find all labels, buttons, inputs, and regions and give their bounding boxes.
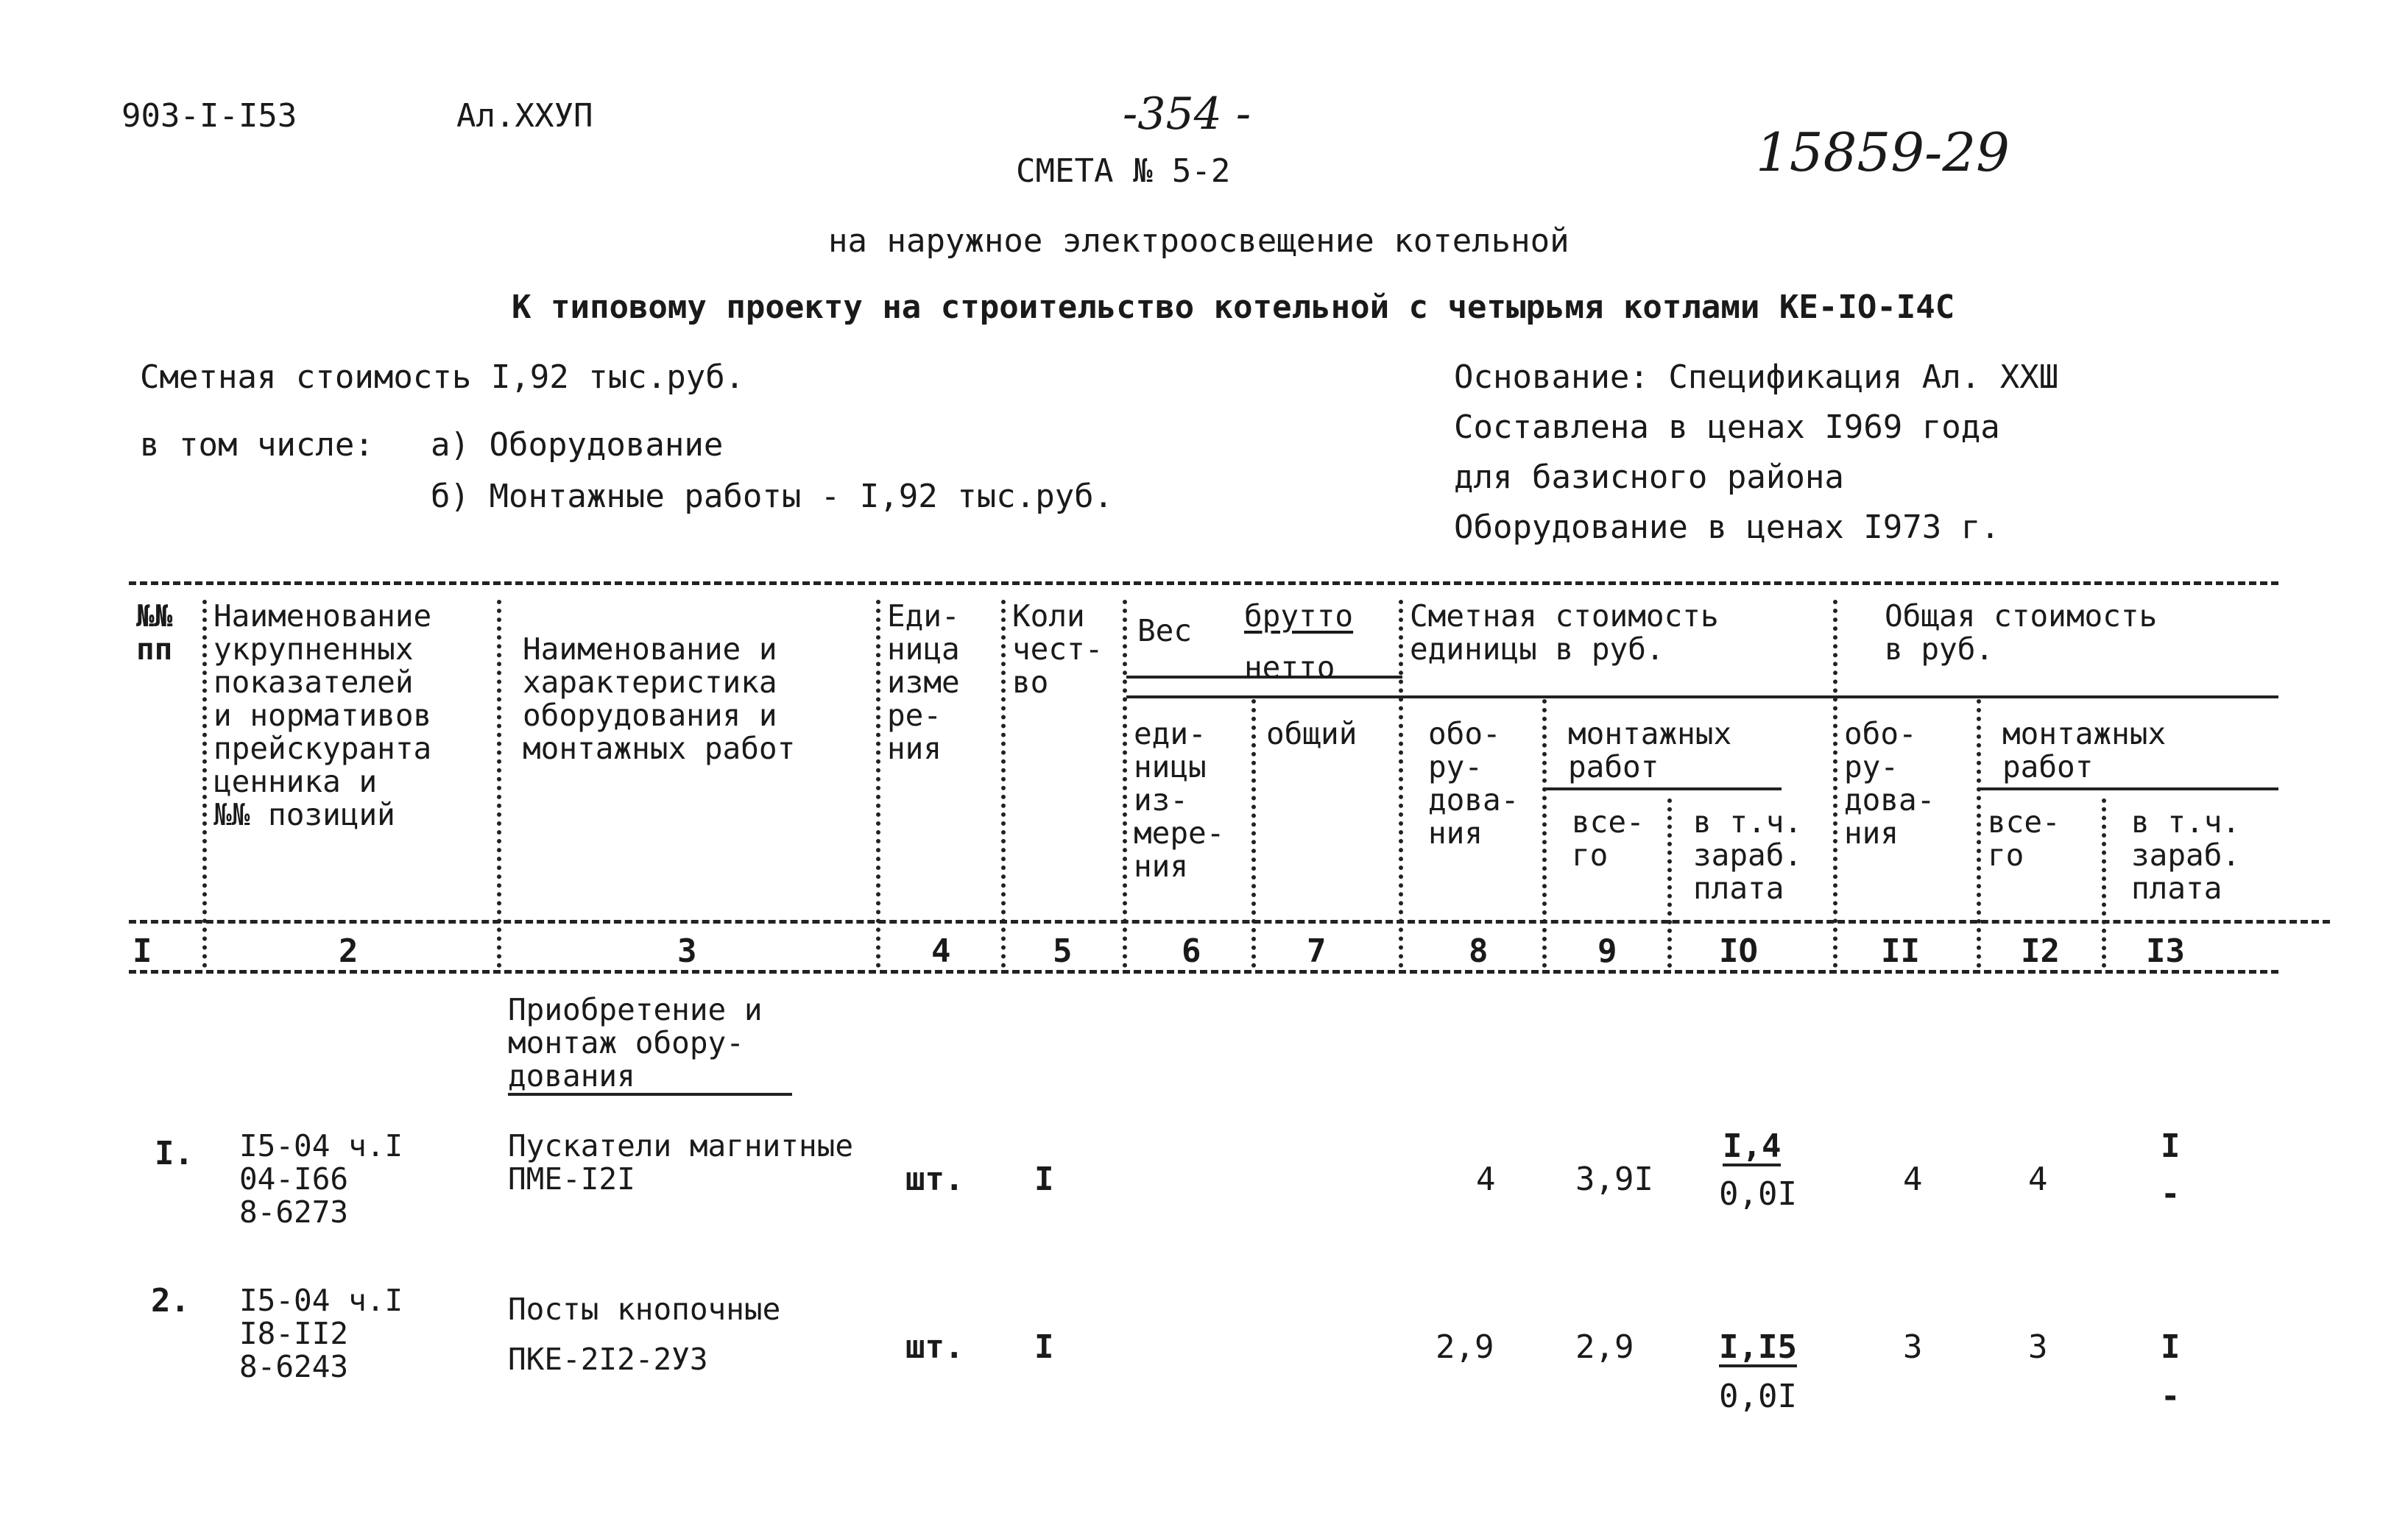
row-equip-unit: 4	[1476, 1161, 1496, 1198]
header-weight: Вес	[1137, 613, 1193, 648]
row-wage-top: I,4	[1723, 1127, 1782, 1165]
mont-unit-rule	[1546, 787, 1782, 790]
header-mont-total: монтажных работ	[2002, 716, 2167, 785]
project-line: К типовому проекту на строительство котельной с четырьмя котлами КЕ-IO-I4C	[512, 288, 1955, 326]
header-unit: Еди- ница изме ре- ния	[887, 598, 960, 766]
row-code: I5-04 ч.I I8-II2 8-6243	[239, 1283, 403, 1384]
header-mont-all: все- го	[1572, 804, 1645, 873]
col-sep	[1667, 798, 1672, 968]
stamp-number: 15859-29	[1756, 121, 2010, 183]
column-number: 2	[339, 932, 359, 970]
col-sep	[1001, 600, 1006, 968]
row-equip-total: 4	[1903, 1161, 1923, 1198]
row-unit: шт.	[905, 1161, 964, 1198]
header-wage-total: в т.ч. зараб. плата	[2131, 804, 2241, 906]
column-number: I	[133, 932, 152, 970]
row-wage-total-bottom: -	[2161, 1378, 2181, 1415]
col-sep	[1251, 699, 1256, 968]
column-number: I3	[2146, 932, 2185, 970]
column-number: 7	[1307, 932, 1327, 970]
row-name: Посты кнопочные ПКЕ-2I2-2УЗ	[508, 1292, 781, 1377]
row-wage-bottom: 0,0I	[1719, 1378, 1797, 1415]
estimate-title: СМЕТА № 5-2	[1016, 152, 1231, 190]
header-unit-cost: Сметная стоимость единицы в руб.	[1410, 598, 1719, 667]
header-netto: нетто	[1244, 650, 1335, 685]
col-sep	[1399, 600, 1403, 968]
col-sep	[1833, 600, 1837, 968]
total-cost: Сметная стоимость I,92 тыс.руб.	[140, 358, 745, 396]
header-code: Наименование укрупненных показателей и нормативов прейскуранта ценника и №№ позиций	[213, 598, 432, 832]
album-number: Ал.ХХУП	[456, 97, 593, 135]
column-number: 9	[1597, 932, 1617, 970]
header-mont-unit: монтажных работ	[1568, 716, 1732, 785]
column-number: 3	[677, 932, 697, 970]
header-brutto: брутто	[1244, 598, 1354, 634]
installation-cost: б) Монтажные работы - I,92 тыс.руб.	[431, 478, 1114, 515]
row-wage-total-top: I	[2161, 1328, 2181, 1366]
basis-line-3: для базисного района	[1454, 458, 1844, 496]
row-code: I5-04 ч.I 04-I66 8-6273	[239, 1128, 403, 1230]
row-wage-top: I,I5	[1719, 1328, 1797, 1366]
col-sep	[1123, 600, 1127, 968]
col-sep	[497, 600, 501, 968]
row-equip-total: 3	[1903, 1328, 1923, 1366]
row-name: Пускатели магнитные ПМЕ-I2I	[508, 1128, 853, 1197]
table-top-rule	[129, 581, 2278, 585]
column-number: 8	[1469, 932, 1489, 970]
header-num: №№ пп	[136, 598, 173, 667]
col-number-rule	[129, 970, 2278, 974]
row-number: 2.	[151, 1282, 190, 1320]
column-number: IO	[1719, 932, 1758, 970]
basis-line-4: Оборудование в ценах I973 г.	[1454, 509, 2000, 546]
row-equip-unit: 2,9	[1436, 1328, 1494, 1366]
row-mont-all: 3,9I	[1575, 1161, 1653, 1198]
header-weight-total: общий	[1266, 716, 1357, 751]
row-mont-all: 2,9	[1575, 1328, 1634, 1366]
header-equip-unit: обо- ру- дова- ния	[1428, 716, 1519, 851]
estimate-subtitle: на наружное электроосвещение котельной	[828, 222, 1570, 260]
section-title: Приобретение и монтаж обору- дования	[508, 994, 792, 1096]
col-sep	[876, 600, 880, 968]
col-sep	[1542, 699, 1547, 968]
project-code: 903-I-I53	[121, 97, 297, 135]
column-number: 5	[1053, 932, 1073, 970]
col-sep	[1977, 699, 1981, 968]
column-number: I2	[2021, 932, 2060, 970]
header-mid-rule	[1126, 695, 2278, 698]
row-qty: I	[1034, 1328, 1054, 1366]
row-number: I.	[155, 1135, 194, 1172]
header-weight-unit: еди- ницы из- мере- ния	[1134, 716, 1225, 884]
column-number: 4	[931, 932, 951, 970]
row-mont-total: 4	[2028, 1161, 2048, 1198]
row-wage-total-bottom: -	[2161, 1175, 2181, 1213]
including-label: в том числе:	[140, 426, 374, 464]
page-number: -354 -	[1123, 88, 1251, 140]
header-wage-unit: в т.ч. зараб. плата	[1693, 804, 1803, 906]
header-total-cost: Общая стоимость в руб.	[1885, 598, 2158, 667]
col-sep	[202, 600, 207, 968]
row-unit: шт.	[905, 1328, 964, 1366]
column-number: 6	[1182, 932, 1201, 970]
col-sep	[2102, 798, 2106, 968]
row-mont-total: 3	[2028, 1328, 2048, 1366]
header-qty: Коли чест- во	[1012, 598, 1104, 700]
header-mont-total-all: все- го	[1988, 804, 2061, 873]
equipment-cost: а) Оборудование	[431, 426, 724, 464]
mont-total-rule	[1980, 787, 2278, 790]
header-name: Наименование и характеристика оборудования и монтажных работ	[523, 631, 796, 766]
header-bottom-rule	[129, 920, 2330, 924]
row-wage-total-top: I	[2161, 1127, 2181, 1165]
row-wage-bottom: 0,0I	[1719, 1175, 1797, 1213]
basis-line-2: Составлена в ценах I969 года	[1454, 408, 2000, 446]
row-qty: I	[1034, 1161, 1054, 1198]
column-number: II	[1881, 932, 1920, 970]
header-equip-total: обо- ру- дова- ния	[1844, 716, 1935, 851]
basis-line-1: Основание: Спецификация Ал. ХХШ	[1454, 358, 2059, 396]
